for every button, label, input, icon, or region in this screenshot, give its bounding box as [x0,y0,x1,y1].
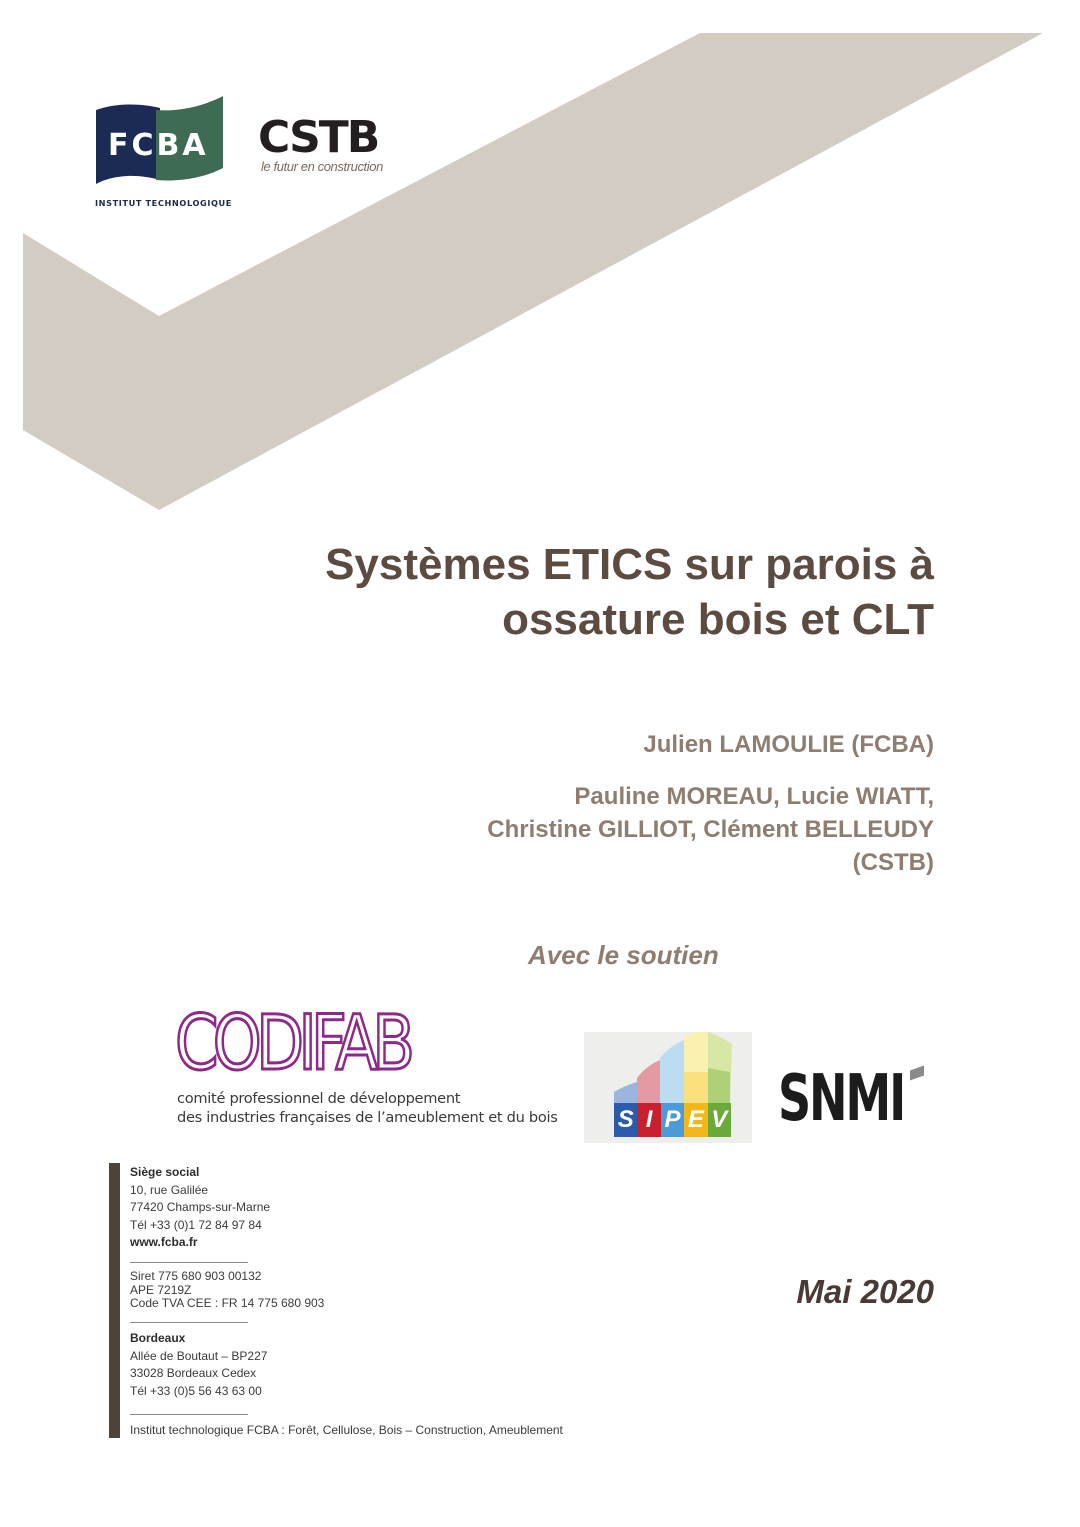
footer-divider [130,1262,248,1263]
footer-accent-bar [109,1163,120,1438]
snmi-wordmark: SNMI [778,1062,905,1136]
tva-code: Code TVA CEE : FR 14 775 680 903 [130,1296,325,1310]
siret: Siret 775 680 903 00132 [130,1269,262,1283]
document-date: Mai 2020 [796,1273,934,1310]
author-line: Pauline MOREAU, Lucie WIATT, [574,783,934,810]
fcba-logo [94,94,232,212]
sipev-letter: E [684,1103,707,1137]
bordeaux-phone: Tél +33 (0)5 56 43 63 00 [130,1383,262,1398]
codifab-logo [175,998,560,1133]
cstb-logo [258,114,408,178]
support-label: Avec le soutien [528,940,719,970]
codifab-subtitle-line2: des industries françaises de l’ameublement et du bois [177,1109,558,1126]
fcba-letters: FCBA [108,128,209,163]
footer-tagline: Institut technologique FCBA : Forêt, Cellulose, Bois – Construction, Ameublement [130,1423,563,1437]
sipev-letter: I [637,1103,660,1137]
author-line: (CSTB) [852,849,934,876]
sipev-letter: S [614,1103,637,1137]
title-line-1: Systèmes ETICS sur parois à [325,540,934,589]
sipev-logo [584,1032,752,1143]
authors-fcba [234,728,934,761]
author-line: Christine GILLIOT, Clément BELLEUDY [487,816,934,843]
author-line: Julien LAMOULIE (FCBA) [643,731,934,758]
siege-address-line: 77420 Champs-sur-Marne [130,1200,271,1214]
authors-cstb [234,780,934,879]
bordeaux-heading: Bordeaux [130,1331,186,1345]
footer-divider [130,1322,248,1323]
cstb-tagline: le futur en construction [261,159,383,174]
codifab-subtitle-line1: comité professionnel de développement [177,1090,461,1107]
bordeaux-address-line: 33028 Bordeaux Cedex [130,1366,257,1380]
document-title [174,537,934,647]
bordeaux-address-line: Allée de Boutaut – BP227 [130,1348,268,1363]
siege-address-line: 10, rue Galilée [130,1182,209,1197]
footer-legal-block [130,1270,324,1311]
footer-divider [130,1414,248,1415]
cstb-wordmark: CSTB [258,112,379,163]
siege-phone: Tél +33 (0)1 72 84 97 84 [130,1217,262,1232]
chevron-background-shape [0,0,1080,520]
ape-code: APE 7219Z [130,1282,192,1297]
codifab-wordmark: CODIFAB [175,998,410,1087]
sipev-letter: V [708,1103,731,1137]
footer-siege-block [130,1164,270,1252]
title-line-2: ossature bois et CLT [502,595,934,644]
sipev-letter: P [661,1103,684,1137]
snmi-logo [778,1062,930,1136]
sipev-letter-row [614,1103,731,1137]
fcba-subtitle: INSTITUT TECHNOLOGIQUE [95,198,232,208]
snmi-accent-mark [910,1065,924,1080]
footer-bordeaux-block [130,1330,267,1400]
website-link[interactable]: www.fcba.fr [130,1235,198,1249]
siege-heading: Siège social [130,1165,200,1179]
